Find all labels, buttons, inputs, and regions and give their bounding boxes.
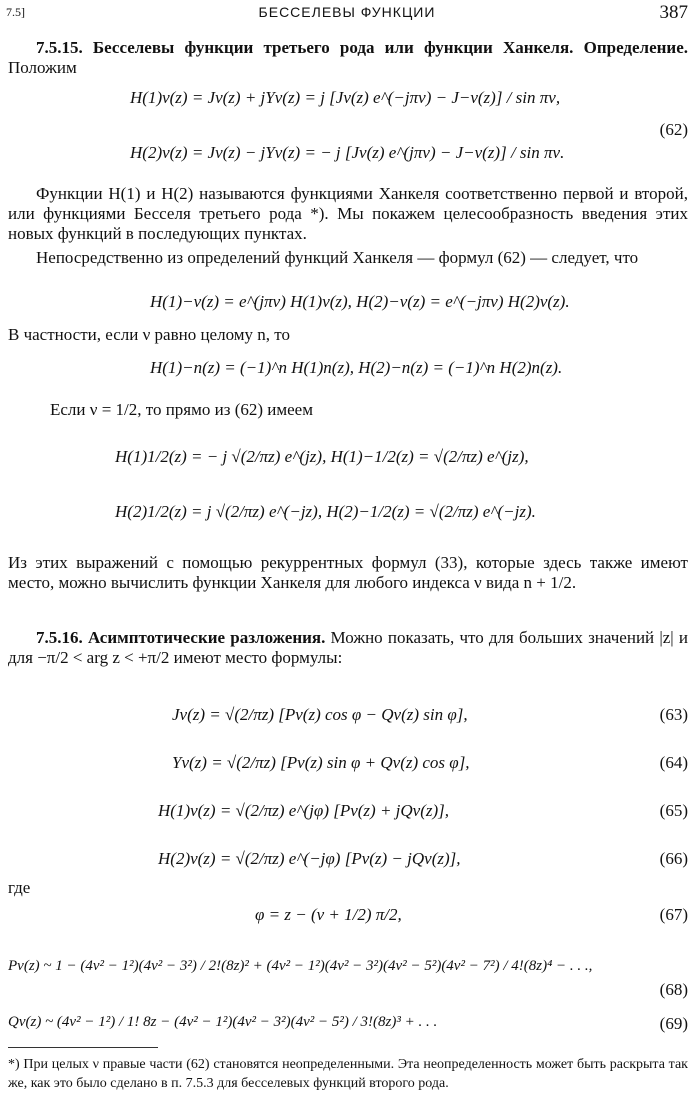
paragraph-direct: Непосредственно из определений функций Ханкеля — формул (62) — следует, что (36, 248, 639, 267)
eq-number-67: (67) (659, 905, 688, 924)
heading-text-2: Можно показать, что для больших значений |z| и для −π/2 < arg z < +π/2 имеют место формулы: (8, 628, 688, 667)
equation-neg-nu: H(1)−ν(z) = e^(jπν) H(1)ν(z), H(2)−ν(z) = e^(−jπν) H(2)ν(z). (150, 292, 570, 311)
heading-text: Положим (8, 58, 77, 77)
footnote: *) При целых ν правые части (62) становятся неопределенными. Эта неопределенность может быть раскрыта так же, как это было сделано в п. 7.5.3 для бесселевых функций второго рода. (8, 1057, 688, 1091)
equation-66: H(2)ν(z) = √(2/πz) e^(−jφ) [Pν(z) − jQν(z)], (158, 849, 461, 868)
section-heading-7-5-16 (8, 628, 688, 668)
paragraph-half: Если ν = 1/2, то прямо из (62) имеем (50, 400, 313, 419)
equation-63: Jν(z) = √(2/πz) [Pν(z) cos φ − Qν(z) sin φ], (172, 705, 468, 724)
eq-number-65: (65) (659, 801, 688, 820)
equation-67: φ = z − (ν + 1/2) π/2, (255, 905, 402, 924)
paragraph-hankel-def: Функции H(1) и H(2) называются функциями Ханкеля соответственно первой и второй, или функциями Бесселя третьего рода *). Мы покажем целесообразность введения этих новых функций в последующих пунктах. (8, 184, 688, 243)
equation-64: Yν(z) = √(2/πz) [Pν(z) sin φ + Qν(z) cos φ], (172, 753, 470, 772)
heading-bold: 7.5.15. Бесселевы функции третьего рода или функции Ханкеля. Определение. (36, 38, 688, 57)
eq-number-63: (63) (659, 705, 688, 724)
equation-half-1: H(1)1/2(z) = − j √(2/πz) e^(jz), H(1)−1/2(z) = √(2/πz) e^(jz), (115, 447, 529, 466)
equation-65: H(1)ν(z) = √(2/πz) e^(jφ) [Pν(z) + jQν(z)], (158, 801, 450, 820)
heading-bold-2: 7.5.16. Асимптотические разложения. (36, 628, 326, 647)
equation-62a: H(1)ν(z) = Jν(z) + jYν(z) = j [Jν(z) e^(−jπν) − J−ν(z)] / sin πν, (130, 88, 561, 107)
page-header (6, 3, 688, 25)
eq-number-69: (69) (659, 1014, 688, 1033)
eq-number-62: (62) (659, 120, 688, 139)
footnote-rule (8, 1047, 158, 1048)
eq-number-68: (68) (659, 980, 688, 999)
eq-number-64: (64) (659, 753, 688, 772)
equation-62b: H(2)ν(z) = Jν(z) − jYν(z) = − j [Jν(z) e^(jπν) − J−ν(z)] / sin πν. (130, 143, 565, 162)
running-title: БЕССЕЛЕВЫ ФУНКЦИИ (258, 4, 436, 20)
paragraph-where: где (8, 878, 31, 897)
equation-68: Pν(z) ~ 1 − (4ν² − 1²)(4ν² − 3²) / 2!(8z)² + (4ν² − 1²)(4ν² − 3²)(4ν² − 5²)(4ν² − 7²) / 4!(8z)⁴ − . . ., (8, 958, 593, 974)
eq-number-66: (66) (659, 849, 688, 868)
paragraph-integer: В частности, если ν равно целому n, то (8, 325, 290, 344)
equation-half-2: H(2)1/2(z) = j √(2/πz) e^(−jz), H(2)−1/2(z) = √(2/πz) e^(−jz). (115, 502, 536, 521)
equation-neg-n: H(1)−n(z) = (−1)^n H(1)n(z), H(2)−n(z) = (−1)^n H(2)n(z). (150, 358, 563, 377)
equation-69: Qν(z) ~ (4ν² − 1²) / 1! 8z − (4ν² − 1²)(4ν² − 3²)(4ν² − 5²) / 3!(8z)³ + . . . (8, 1014, 438, 1030)
section-heading-7-5-15 (8, 38, 688, 78)
paragraph-recurrence: Из этих выражений с помощью рекуррентных формул (33), которые здесь также имеют место, можно вычислить функции Ханкеля для любого индекса ν вида n + 1/2. (8, 553, 688, 592)
page-number: 387 (659, 2, 688, 23)
section-ref: 7.5] (6, 5, 25, 19)
